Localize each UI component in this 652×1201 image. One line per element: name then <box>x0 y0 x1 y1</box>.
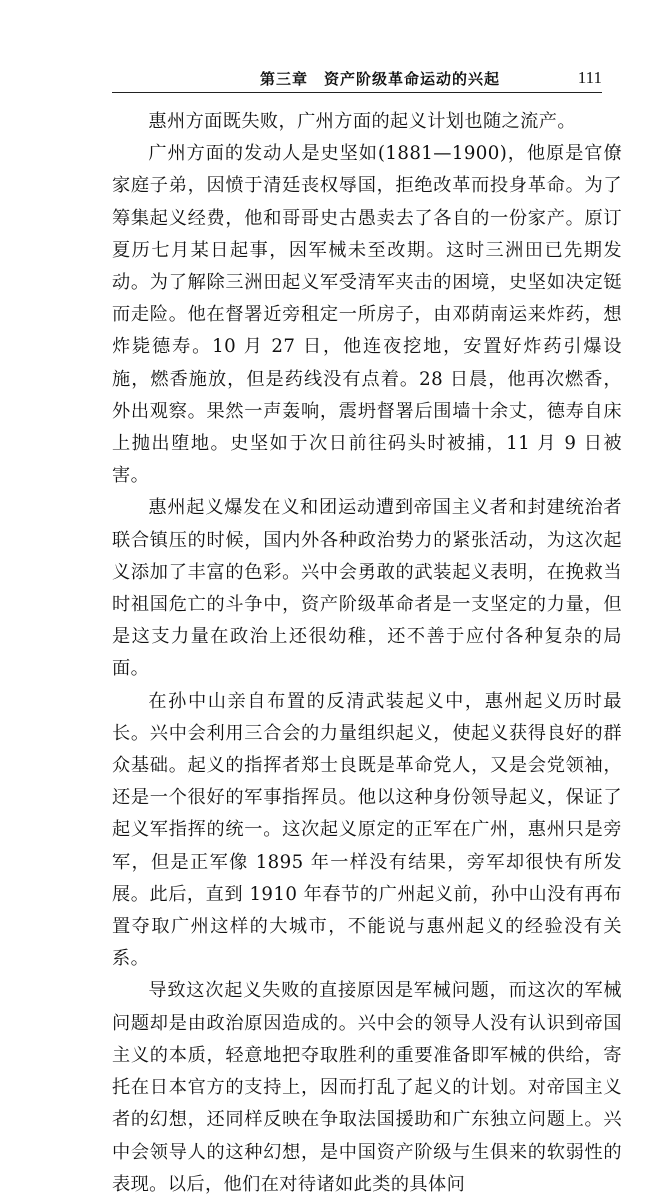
page-number: 111 <box>577 68 602 87</box>
paragraph-3: 惠州起义爆发在义和团运动遭到帝国主义者和封建统治者联合镇压的时候，国内外各种政治势力的紧张活动，为这次起义添加了丰富的色彩。兴中会勇敢的武装起义表明，在挽救当时祖国危亡的斗争中，资产阶级革命者是一支坚定的力量，但是这支力量在政治上还很幼稚，还不善于应付各种复杂的局面。 <box>112 497 622 680</box>
paragraph-4: 在孙中山亲自布置的反清武装起义中，惠州起义历时最长。兴中会利用三合会的力量组织起义，使起义获得良好的群众基础。起义的指挥者郑士良既是革命党人，又是会党领袖，还是一个很好的军事指挥员。他以这种身份领导起义，保证了起义军指挥的统一。这次起义原定的正军在广州，惠州只是旁军，但是正军像 1895 年一样没有结果，旁军却很快有所发展。此后，直到 1910 年春节的广州起义前，孙中山没有再布置夺取广州这样的大城市，不能说与惠州起义的经验没有关系。 <box>112 690 622 970</box>
paragraph-1: 惠州方面既失败，广州方面的起义计划也随之流产。 <box>148 111 576 132</box>
body-text <box>112 106 622 1201</box>
paragraph-5: 导致这次起义失败的直接原因是军械问题，而这次的军械问题却是由政治原因造成的。兴中会的领导人没有认识到帝国主义的本质，轻意地把夺取胜利的重要准备即军械的供给，寄托在日本官方的支持上，因而打乱了起义的计划。对帝国主义者的幻想，还同样反映在争取法国援助和广东独立问题上。兴中会领导人的这种幻想，是中国资产阶级与生俱来的软弱性的表现。以后，他们在对待诸如此类的具体问 <box>112 980 622 1195</box>
chapter-title: 第三章 资产阶级革命运动的兴起 <box>260 70 501 88</box>
paragraph-2: 广州方面的发动人是史坚如(1881—1900)，他原是官僚家庭子弟，因愤于清廷丧权辱国，拒绝改革而投身革命。为了筹集起义经费，他和哥哥史古愚卖去了各自的一份家产。原订夏历七月某日起事，因军械未至改期。这时三洲田已先期发动。为了解除三洲田起义军受清军夹击的困境，史坚如决定铤而走险。他在督署近旁租定一所房子，由邓荫南运来炸药，想炸毙德寿。10 月 27 日，他连夜挖地，安置好炸药引爆设施，燃香施放，但是药线没有点着。28 日晨，他再次燃香，外出观察。果然一声轰响，震坍督署后围墙十余丈，德寿自床上抛出堕地。史坚如于次日前往码头时被捕，11 月 9 日被害。 <box>112 143 622 487</box>
running-header <box>112 62 602 93</box>
